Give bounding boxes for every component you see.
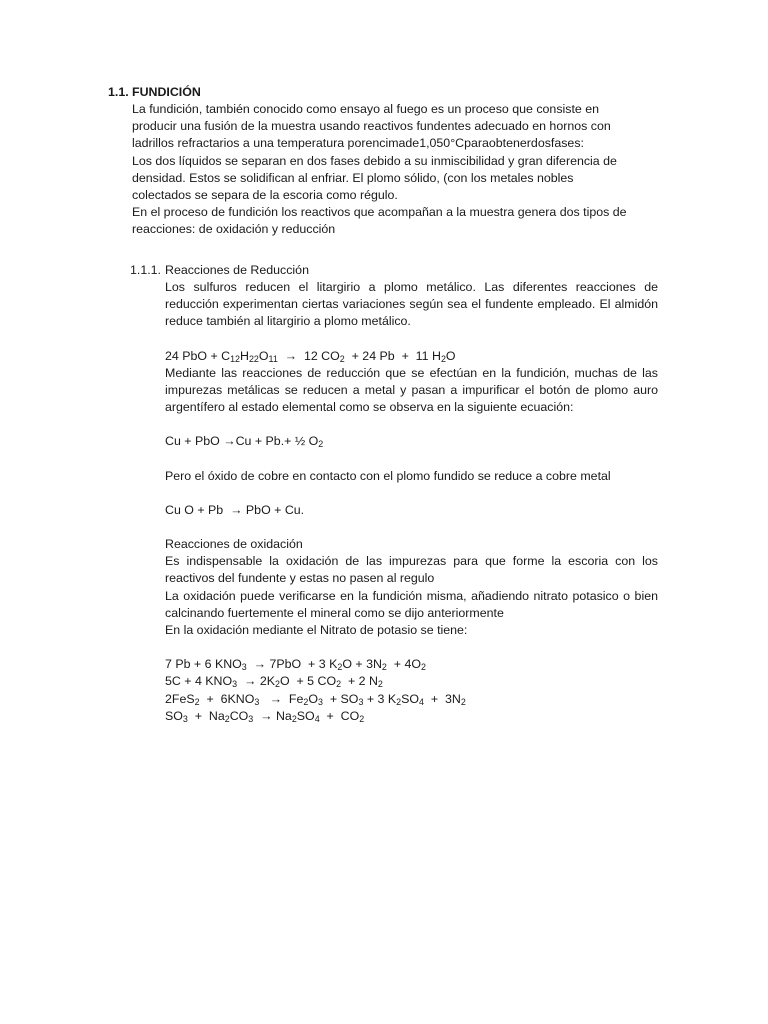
- equation-copper-oxide: Cu O + Pb → PbO + Cu.: [165, 502, 305, 517]
- equation-starch-reduction: 24 PbO + $C_{12}H_{22}O_{11} \to 12$ $CO_2 + 24$ Pb + 11 $H_2O$: [165, 348, 456, 364]
- reduction-paragraph-1: Los sulfuros reducen el litargirio a plomo metálico. Las diferentes reacciones de reducción experimentan ciertas variaciones según sea el fundente empleado. El almidón reduce también al litargirio a plomo metálico.: [165, 280, 658, 329]
- subsection-heading: [130, 262, 309, 279]
- equation-sulfur-trioxide: $SO_3 + Na_2CO_3 \to Na_2SO_4 + CO_2$: [165, 708, 365, 725]
- oxidation-paragraph-3: En la oxidación mediante el Nitrato de potasio se tiene:: [165, 623, 468, 638]
- subsection-number: 1.1.1.: [130, 263, 162, 277]
- reduction-paragraph-2: Mediante las reacciones de reducción que se efectúan en la fundición, muchas de las impurezas metálicas se reducen a metal y pasan a impurificar el botón de plomo auro argentífero al estado elemental como se observa en la siguiente ecuación:: [165, 365, 658, 415]
- subsection-title: Reacciones de Reducción: [165, 263, 309, 277]
- oxidation-paragraph-2: La oxidación puede verificarse en la fundición misma, añadiendo nitrato potasico o bien calcinando fuertemente el mineral como se dijo anteriormente: [165, 588, 658, 620]
- section-number: 1.1.: [108, 85, 129, 99]
- oxidation-paragraph-1: Es indispensable la oxidación de las impurezas para que forme la escoria con los reactivos del fundente y estas no pasen al regulo: [165, 554, 658, 586]
- section-heading: [108, 84, 201, 101]
- oxidation-heading: Reacciones de oxidación: [165, 537, 303, 552]
- section-paragraph-1: La fundición, también conocido como ensayo al fuego es un proceso que consiste en producir una fusión de la muestra usando reactivos fundentes adecuado en hornos con ladrillos refractarios a una temperatura porencimade1,050°Cparaobtenerdosfases:: [132, 102, 611, 151]
- reduction-paragraph-3: Pero el óxido de cobre en contacto con el plomo fundido se reduce a cobre metal: [165, 468, 611, 483]
- section-title: FUNDICIÓN: [132, 85, 201, 99]
- equation-pyrite-oxidation: $2FeS_2 + 6KNO_3 \to Fe_2O_3 + SO_3 + 3$ $K_2SO_4 + 3N_2$: [165, 691, 466, 707]
- equation-copper-reduction: Cu + PbO →Cu + Pb.+ ½ $O_2$: [165, 434, 324, 450]
- equation-lead-oxidation: 7 Pb + 6 $KNO_3 \to 7PbO + 3$ $K_2O + 3N_2 + 4O_2$: [165, 657, 426, 673]
- equation-carbon-oxidation: 5C + 4 $KNO_3 \to 2K_2O + 5$ $CO_2 + 2$ $N_2$: [165, 674, 383, 690]
- section-body: [132, 101, 632, 239]
- subsection-body: [165, 279, 658, 725]
- section-paragraph-3: En el proceso de fundición los reactivos que acompañan a la muestra genera dos tipos de reacciones: de oxidación y reducción: [132, 205, 627, 237]
- section-paragraph-2: Los dos líquidos se separan en dos fases debido a su inmiscibilidad y gran diferencia de densidad. Estos se solidifican al enfriar. El plomo sólido, (con los metales nobles colectados se separa de la escoria como régulo.: [132, 153, 617, 203]
